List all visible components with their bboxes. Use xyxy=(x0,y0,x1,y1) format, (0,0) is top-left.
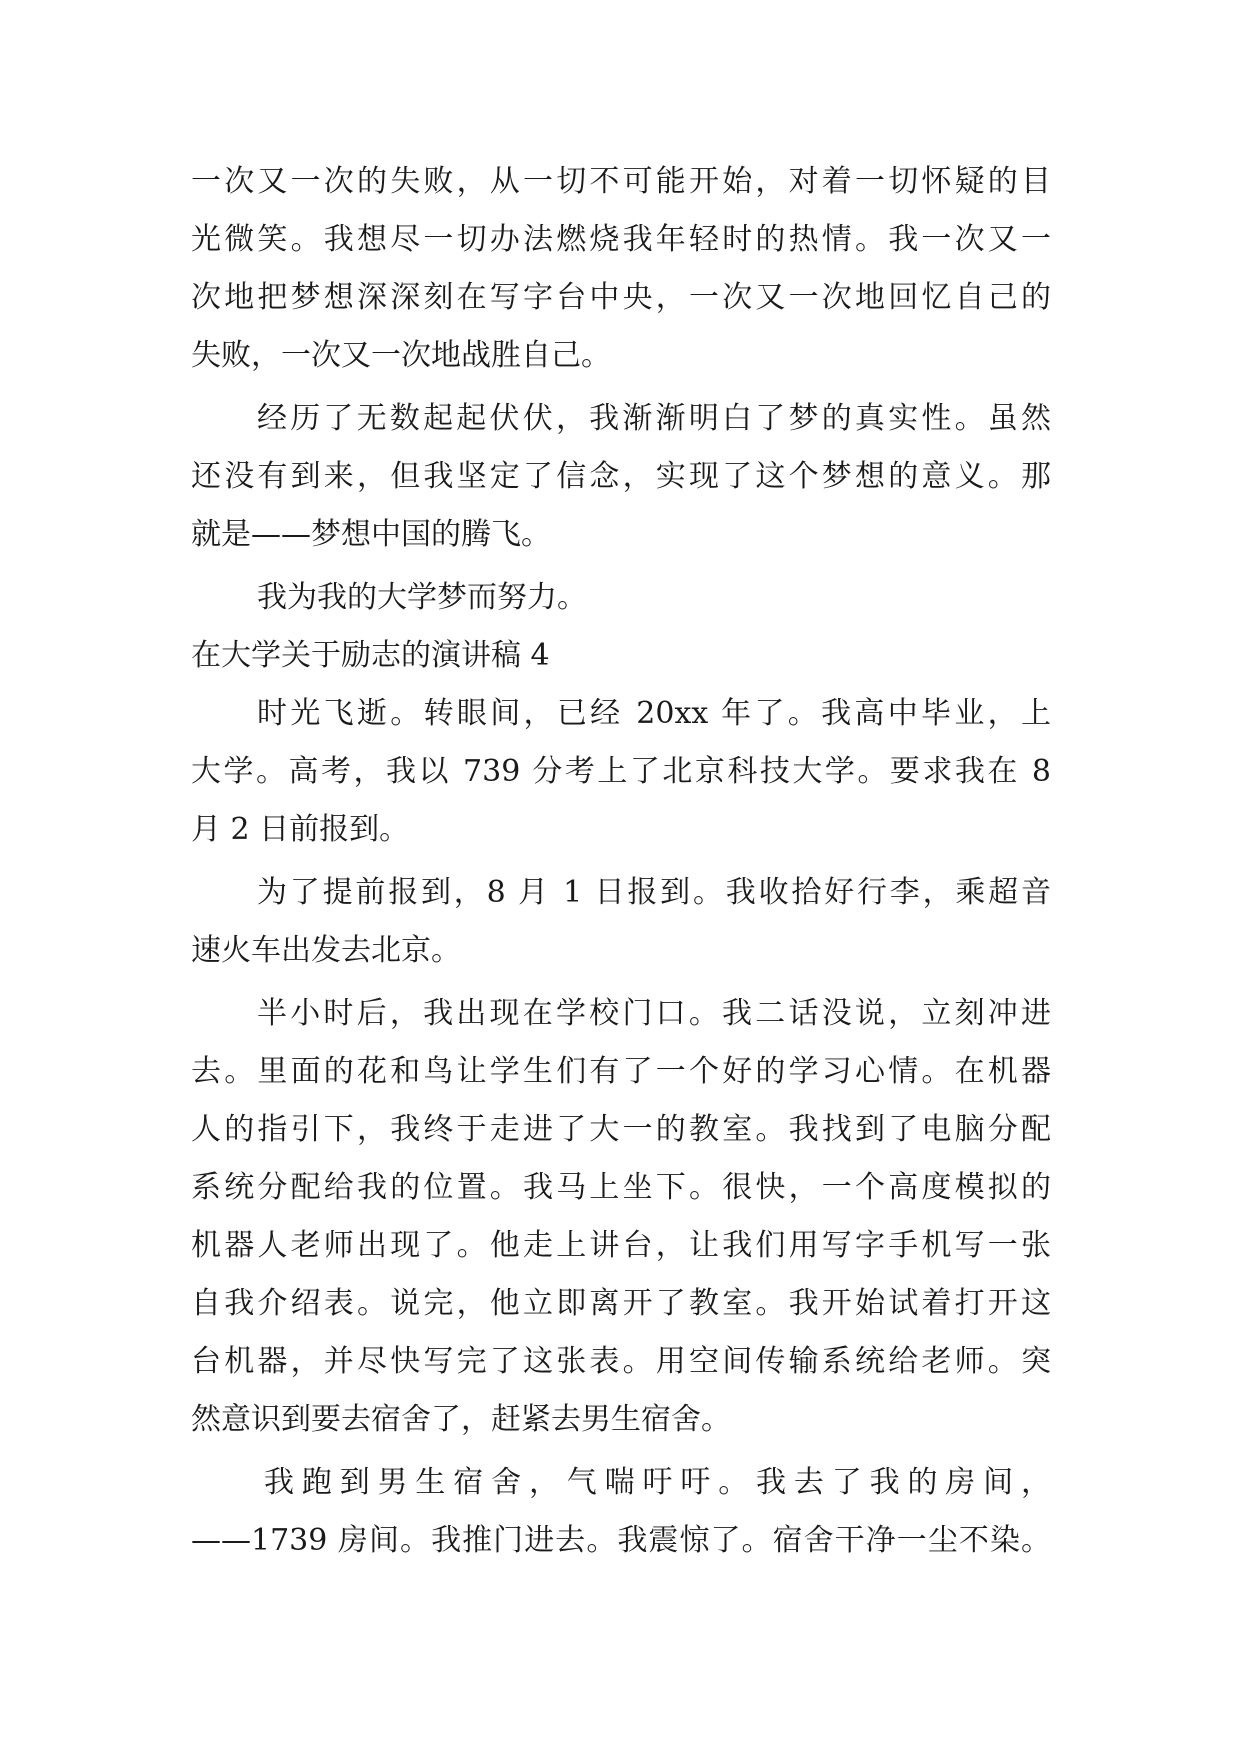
text-line: 还没有到来，但我坚定了信念，实现了这个梦想的意义。那 xyxy=(191,459,1051,494)
text-line: 我为我的大学梦而努力。 xyxy=(257,580,587,615)
text-line: 大学。高考，我以 739 分考上了北京科技大学。要求我在 8 xyxy=(191,754,1051,789)
text-line: 台机器，并尽快写完了这张表。用空间传输系统给老师。突 xyxy=(191,1344,1051,1379)
section-heading: 在大学关于励志的演讲稿 4 xyxy=(191,638,550,673)
text-line: 为了提前报到，8 月 1 日报到。我收拾好行李，乘超音 xyxy=(257,875,1051,910)
text-line: 速火车出发去北京。 xyxy=(191,933,461,968)
text-line: 然意识到要去宿舍了，赶紧去男生宿舍。 xyxy=(191,1402,731,1437)
text-line: 自我介绍表。说完，他立即离开了教室。我开始试着打开这 xyxy=(191,1286,1051,1321)
text-line: 就是——梦想中国的腾飞。 xyxy=(191,517,551,552)
text-line: 机器人老师出现了。他走上讲台，让我们用写字手机写一张 xyxy=(191,1228,1051,1263)
text-line: 半小时后，我出现在学校门口。我二话没说，立刻冲进 xyxy=(257,996,1051,1031)
text-line: 月 2 日前报到。 xyxy=(191,812,410,847)
text-line: 系统分配给我的位置。我马上坐下。很快，一个高度模拟的 xyxy=(191,1170,1051,1205)
text-line: 光微笑。我想尽一切办法燃烧我年轻时的热情。我一次又一 xyxy=(191,222,1051,257)
text-line: 去。里面的花和鸟让学生们有了一个好的学习心情。在机器 xyxy=(191,1054,1051,1089)
text-line: 人的指引下，我终于走进了大一的教室。我找到了电脑分配 xyxy=(191,1112,1051,1147)
text-line: 经历了无数起起伏伏，我渐渐明白了梦的真实性。虽然 xyxy=(257,401,1051,436)
text-line: 失败，一次又一次地战胜自己。 xyxy=(191,338,611,373)
text-line: 我跑到男生宿舍，气喘吁吁。我去了我的房间， xyxy=(264,1465,1051,1500)
text-line: 次地把梦想深深刻在写字台中央，一次又一次地回忆自己的 xyxy=(191,280,1051,315)
text-line: ——1739 房间。我推门进去。我震惊了。宿舍干净一尘不染。 xyxy=(191,1523,1051,1558)
text-line: 一次又一次的失败，从一切不可能开始，对着一切怀疑的目 xyxy=(191,164,1051,199)
text-line: 时光飞逝。转眼间，已经 20xx 年了。我高中毕业，上 xyxy=(257,696,1051,731)
